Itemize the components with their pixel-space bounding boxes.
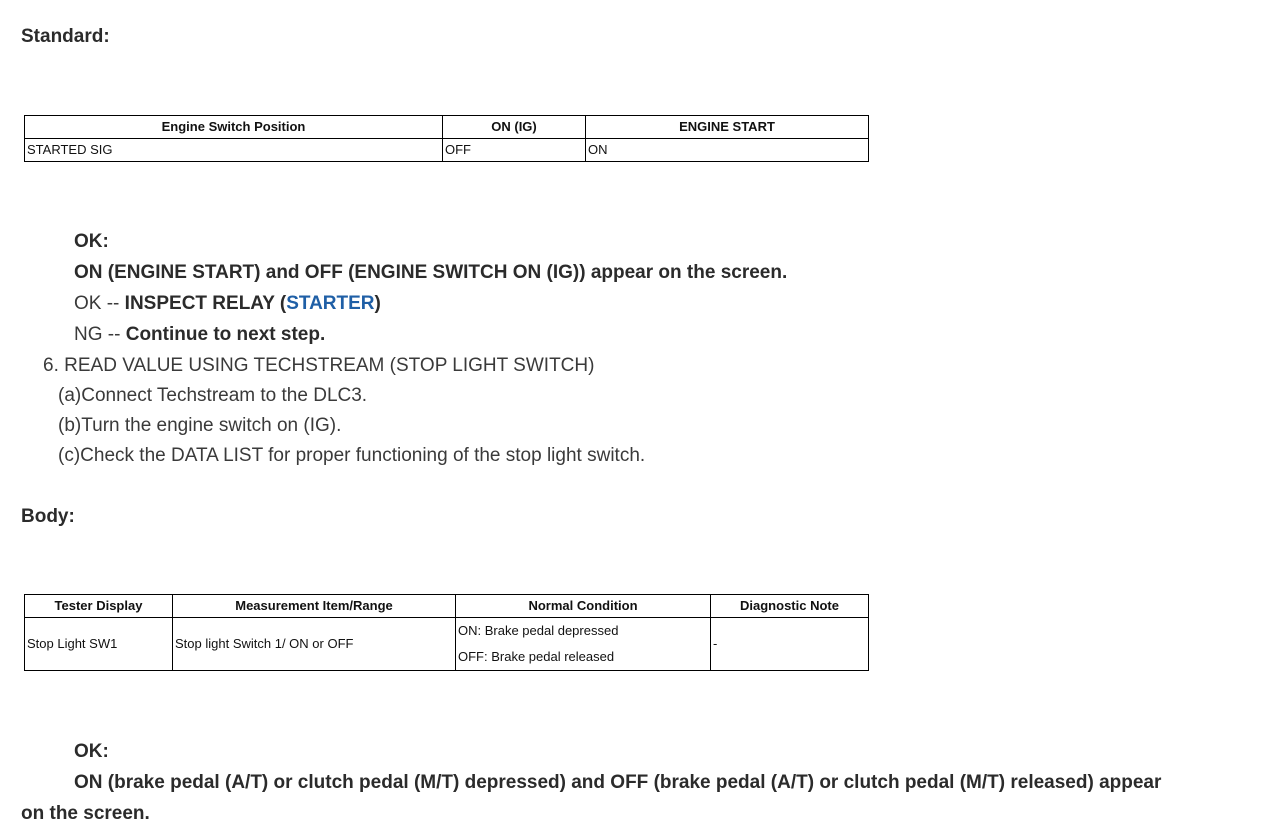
table-cell: STARTED SIG <box>25 139 443 162</box>
column-header: Measurement Item/Range <box>173 595 456 618</box>
ng-branch <box>74 324 325 346</box>
step-6b: (b)Turn the engine switch on (IG). <box>58 415 342 436</box>
step-6a: (a)Connect Techstream to the DLC3. <box>58 385 368 406</box>
ok-action: INSPECT RELAY ( <box>124 293 287 314</box>
body-table <box>24 594 869 671</box>
ok-result-text-continued: on the screen. <box>21 803 150 824</box>
table-cell: OFF: Brake pedal released <box>456 644 711 671</box>
ok-action-close: ) <box>374 293 381 314</box>
column-header: Engine Switch Position <box>25 116 443 139</box>
column-header: Diagnostic Note <box>711 595 869 618</box>
starter-link[interactable]: STARTER <box>286 293 375 314</box>
table-cell: ON <box>586 139 869 162</box>
table-cell: - <box>711 618 869 671</box>
table-cell: Stop light Switch 1/ ON or OFF <box>173 618 456 671</box>
column-header: Normal Condition <box>456 595 711 618</box>
column-header: ENGINE START <box>586 116 869 139</box>
table-row <box>25 139 869 162</box>
ok-result-text: ON (ENGINE START) and OFF (ENGINE SWITCH ON (IG)) appear on the screen. <box>74 262 788 283</box>
ok-label: OK: <box>74 231 109 252</box>
ok-result-text: ON (brake pedal (A/T) or clutch pedal (M/T) depressed) and OFF (brake pedal (A/T) or clutch pedal (M/T) released) appear <box>74 772 1162 793</box>
ok-prefix: OK -- <box>74 293 125 314</box>
standard-table <box>24 115 869 162</box>
table-header-row <box>25 595 869 618</box>
table-header-row <box>25 116 869 139</box>
body-heading: Body: <box>21 506 75 527</box>
table-row <box>25 618 869 645</box>
table-cell: OFF <box>443 139 586 162</box>
standard-heading: Standard: <box>21 26 110 47</box>
ng-prefix: NG -- <box>74 324 126 345</box>
step-6c: (c)Check the DATA LIST for proper functioning of the stop light switch. <box>58 445 646 466</box>
column-header: ON (IG) <box>443 116 586 139</box>
column-header: Tester Display <box>25 595 173 618</box>
ok-label: OK: <box>74 741 109 762</box>
table-cell: Stop Light SW1 <box>25 618 173 671</box>
step-6-title: 6. READ VALUE USING TECHSTREAM (STOP LIGHT SWITCH) <box>43 355 595 376</box>
ng-action: Continue to next step. <box>125 324 326 345</box>
table-cell: ON: Brake pedal depressed <box>456 618 711 645</box>
ok-branch <box>74 293 381 315</box>
